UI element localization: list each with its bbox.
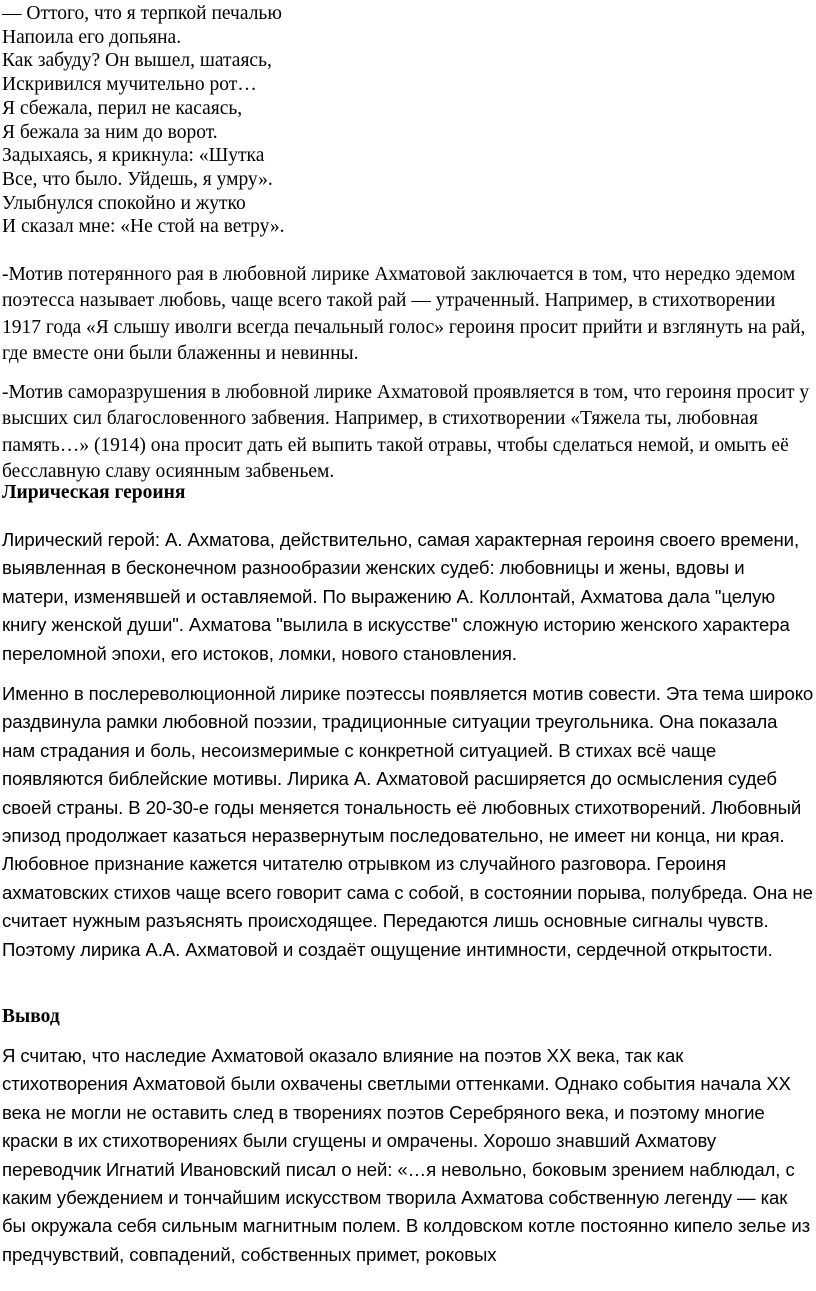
poem-line: Я сбежала, перил не касаясь,: [2, 97, 243, 119]
poem-line: Задыхаясь, я крикнула: «Шутка: [2, 145, 265, 167]
paragraph-heroine-intro: Лирический герой: А. Ахматова, действительно, самая характерная героиня своего времени, выявленная в бесконечном разнообразии женских судеб: любовницы и жены, вдовы и матери, изменявшей и оставляемой. По выражению А. Коллонтай, Ахматова дала "целую книгу женской души". Ахматова "вылила в искусстве" сложную историю женского характера переломной эпохи, его истоков, ломки, нового становления.: [2, 529, 800, 664]
paragraph-lost-paradise-motif: -Мотив потерянного рая в любовной лирике Ахматовой заключается в том, что нередко эдемом поэтесса называет любовь, чаще всего такой рай — утраченный. Например, в стихотворении 1917 года «Я слышу иволги всегда печальный голос» героиня просит прийти и взглянуть на рай, где вместе они были блаженны и невинны.: [2, 264, 806, 364]
poem-line: — Оттого, что я терпкой печалью: [2, 3, 282, 24]
paragraph-conscience-motif: Именно в послереволюционной лирике поэтессы появляется мотив совести. Эта тема широко раздвинула рамки любовной поэзии, традиционные ситуации треугольника. Она показала нам страдания и боль, несоизмеримые с конкретной ситуацией. В стихах всё чаще появляются библейские мотивы. Лирика А. Ахматовой расширяется до осмысления судеб своей страны. В 20-30-е годы меняется тональность её любовных стихотворений. Любовный эпизод продолжает казаться неразвернутым последовательно, не имеет ни конца, ни края. Любовное признание кажется читателю отрывком из случайного разговора. Героиня ахматовских стихов чаще всего говорит сама с собой, в состоянии порыва, полубреда. Она не считает нужным разъяснять происходящее. Передаются лишь основные сигналы чувств. Поэтому лирика А.А. Ахматовой и создаёт ощущение интимности, сердечной открытости.: [2, 683, 814, 960]
poem-line: Как забуду? Он вышел, шатаясь,: [2, 50, 272, 72]
poem-line: Я бежала за ним до ворот.: [2, 121, 218, 143]
poem-line: Улыбнулся спокойно и жутко: [2, 192, 246, 214]
poem-line: Искривился мучительно рот…: [2, 74, 257, 96]
poem-line: Напоила его допьяна.: [2, 26, 182, 48]
paragraph-self-destruction-motif: -Мотив саморазрушения в любовной лирике Ахматовой проявляется в том, что героиня просит у высших сил благословенного забвения. Например, в стихотворении «Тяжела ты, любовная память…» (1914) она просит дать ей выпить такой отравы, чтобы сделаться немой, и омыть её бесславную славу осиянным забвеньем.: [2, 382, 810, 482]
poem-excerpt: [2, 2, 284, 239]
poem-line: Все, что было. Уйдешь, я умру».: [2, 168, 273, 190]
heading-conclusion: Вывод: [2, 1006, 60, 1027]
poem-line: И сказал мне: «Не стой на ветру».: [2, 216, 285, 238]
paragraph-conclusion: Я считаю, что наследие Ахматовой оказало влияние на поэтов XX века, так как стихотворения Ахматовой были охвачены светлыми оттенками. Однако события начала XX века не могли не оставить след в творениях поэтов Серебряного века, и поэтому многие краски в их стихотворениях были сгущены и омрачены. Хорошо знавший Ахматову переводчик Игнатий Ивановский писал о ней: «…я невольно, боковым зрением наблюдал, с каким убеждением и тончайшим искусством творила Ахматова собственную легенду — как бы окружала себя сильным магнитным полем. В колдовском котле постоянно кипело зелье из предчувствий, совпадений, собственных примет, роковых: [2, 1045, 811, 1265]
heading-lyrical-heroine: Лирическая героиня: [2, 482, 186, 503]
